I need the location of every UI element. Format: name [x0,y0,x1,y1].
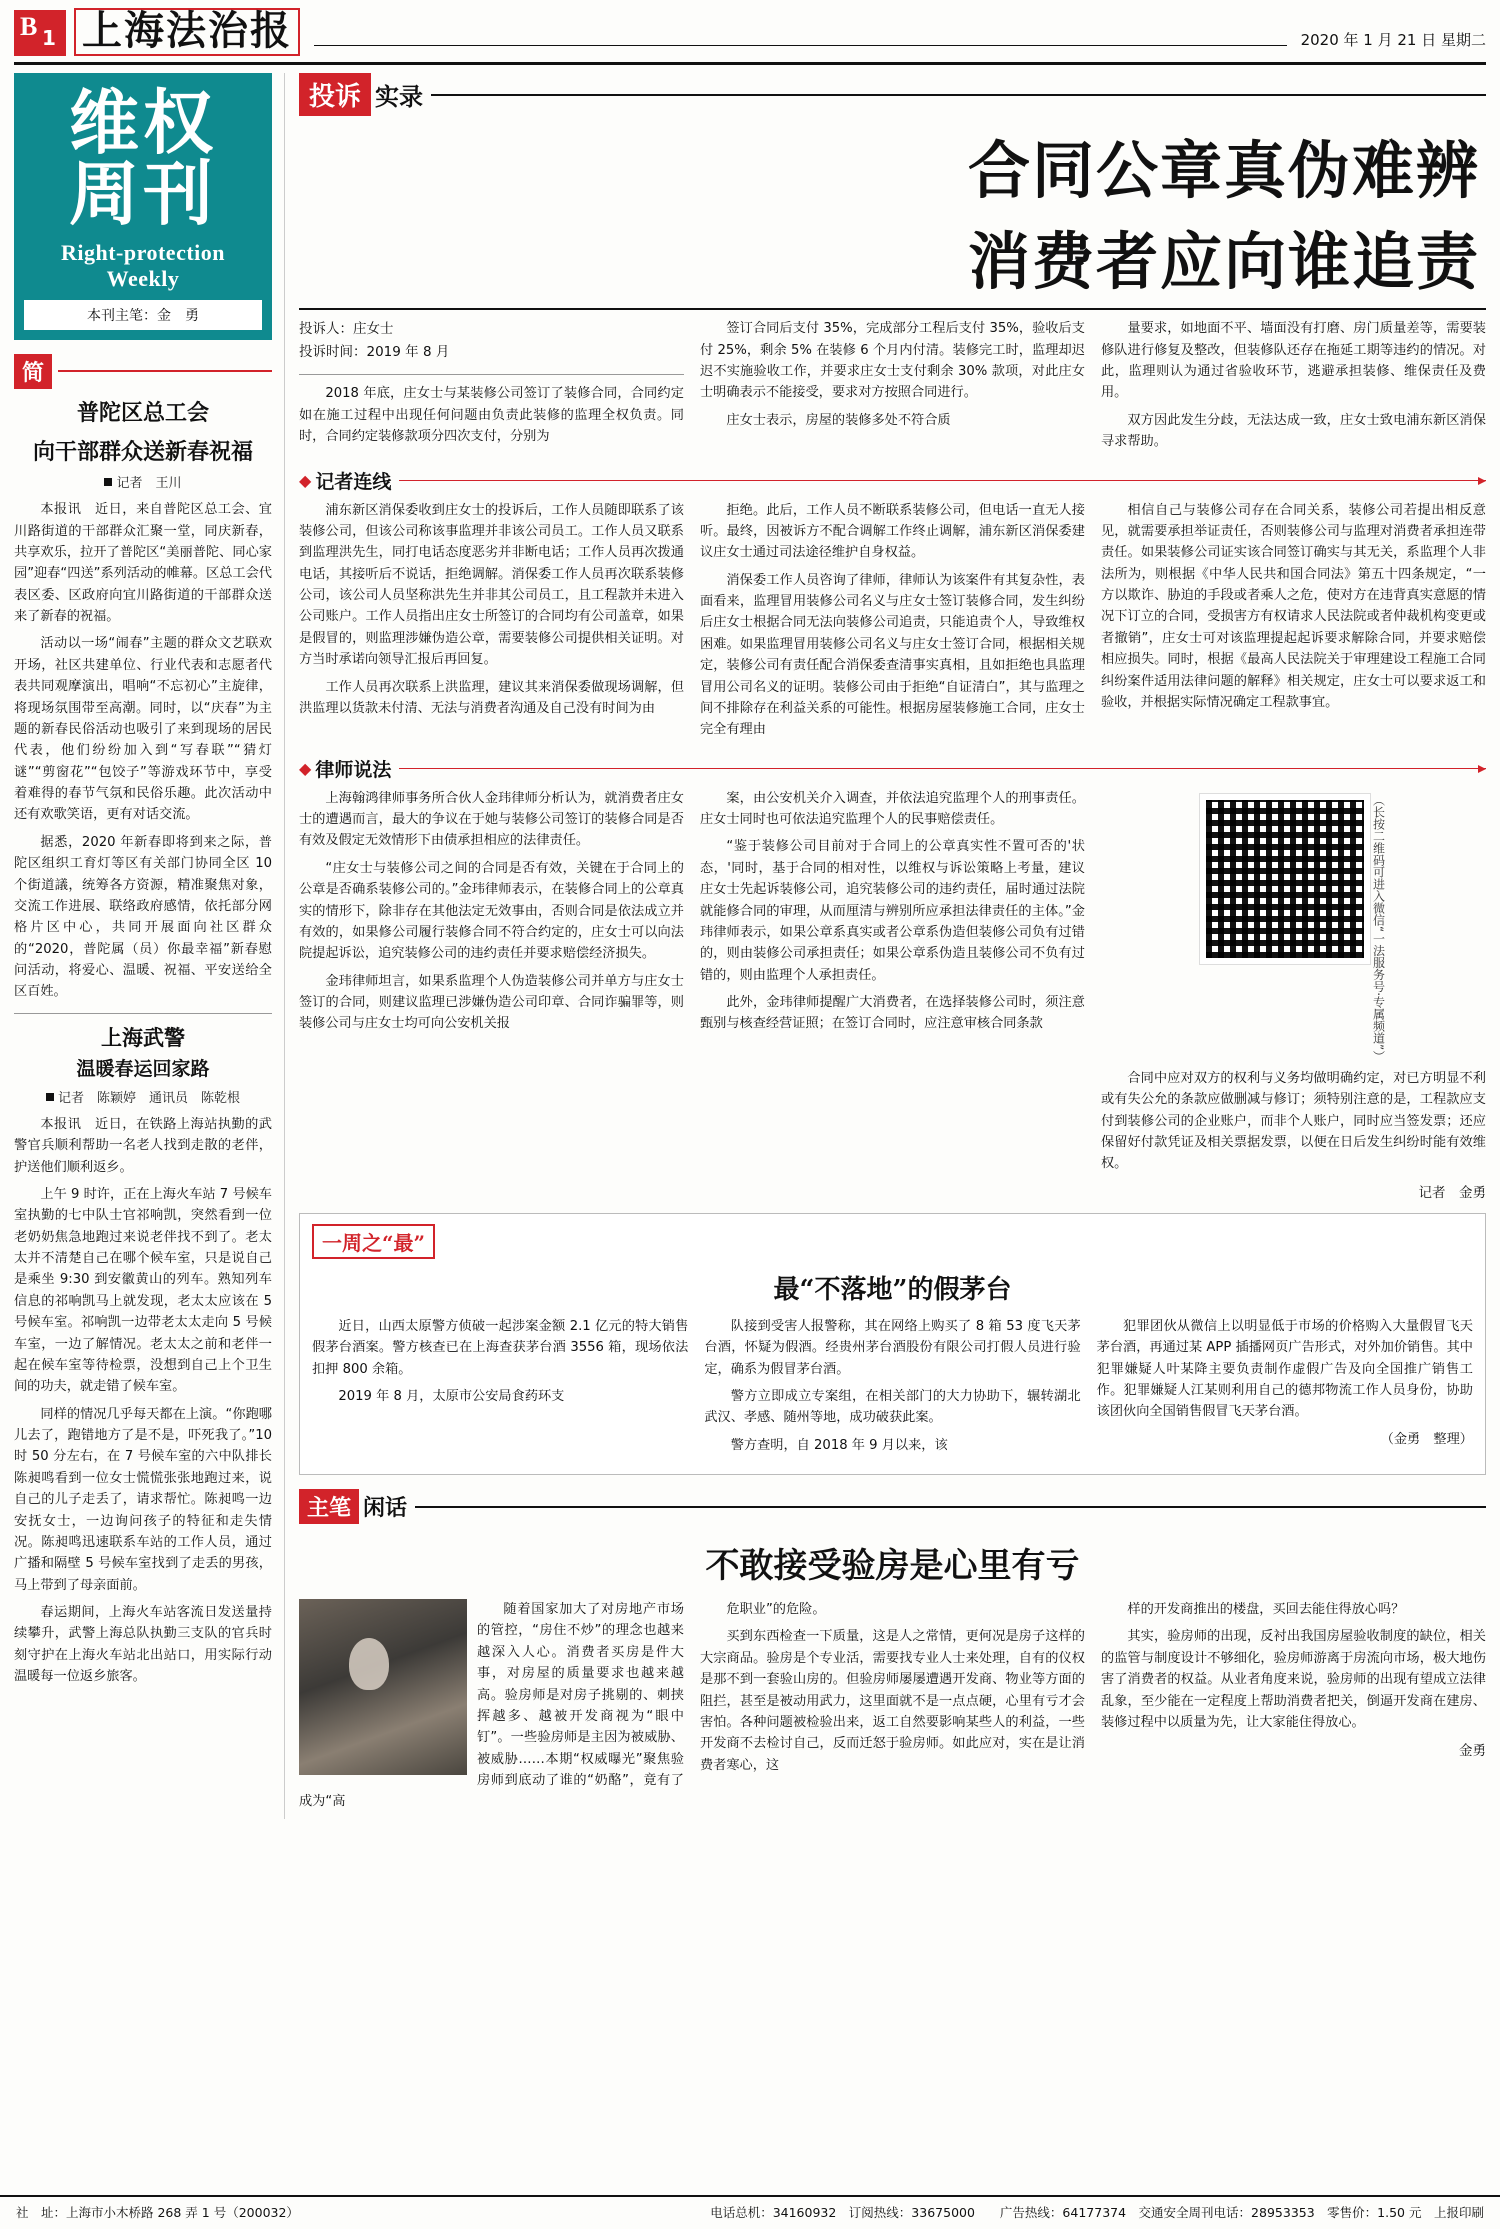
lawyer-1-p2: “庄女士与装修公司之间的合同是否有效，关键在于合同上的公章是否确系装修公司的。”金玮律师表示，在装修合同上的公章真实的情形下，除非存在其他法定无效事由，否则合同是依法成立并有效的，如果修公司履行装修合同不符合约定的，庄女士可以向法院提起诉讼，追究装修公司的违约责任并要求赔偿经济损失。 [299,860,684,962]
editorial-tag: 主笔 [299,1489,359,1524]
lawyer-col-1 [299,788,684,1201]
intro-3-p2: 双方因此发生分歧，无法达成一致，庄女士致电浦东新区消保寻求帮助。 [1101,412,1486,450]
flag-line2: 周刊 [69,152,217,236]
headline-line-2: 消费者应向谁追责 [967,225,1480,299]
right-column [284,73,1486,1819]
reporter-columns [299,500,1486,747]
reporter-marker-rule [399,480,1486,481]
masthead [14,8,1486,65]
week-2-p3: 警方查明，自 2018 年 9 月以来，该 [730,1437,948,1453]
qr-block[interactable] [1101,794,1486,1062]
meta-divider [299,374,684,375]
week-most-tag [312,1224,435,1259]
week-most-head [312,1224,1473,1259]
brief-1-para-2: 活动以一场“闹春”主题的群众文艺联欢开场，社区共建单位、行业代表和志愿者代表共同观摩演出，唱响“不忘初心”主旋律，将现场氛围带至高潮。同时，以“庆春”为主题的新春民俗活动也吸引了来到现场的居民代表，他们纷纷加入到“写春联”“猜灯谜”“剪窗花”“包饺子”等游戏环节中，享受着难得的春节气氛和民俗乐趣。此次活动中还有欢歌笑语，更有对话交流。 [14,636,272,823]
lawyer-1-p1: 上海翰鸿律师事务所合伙人金玮律师分析认为，就消费者庄女士的遭遇而言，最大的争议在于她与装修公司签订的装修合同是否有效及假定无效情形下由债承担相应的法律责任。 [299,790,684,849]
week-most-columns [312,1316,1473,1462]
intro-2-p1: 签订合同后支付 35%，完成部分工程后支付 35%，验收后支付 25%，剩余 5% 在装修 6 个月内付清。装修完工时，监理却迟迟不实施验收工作，并要求庄女士支付剩余 30% 款项，对此庄女士明确表示不能接受，要求对方按照合同进行。 [700,321,1085,401]
edit-3-p1: 样的开发商推出的楼盘，买回去能住得放心吗？ [1127,1602,1405,1618]
brief-2-para-2: 上午 9 时许，正在上海火车站 7 号候车室执勤的七中队士官祁响凯，突然看到一位老奶奶焦急地跑过来说老伴找不到了。老太太并不清楚自己在哪个候车室，只是说自己是乘坐 9:30 到安徽黄山的列车。熟知列车信息的祁响凯马上就发现，老太太应该在 5 号候车室。祁响凯一边带老太太走向 5 号候车室，一边了解情况。老太太之前和老伴一起在候车室等待检票，没想到自己上个卫生间的功夫，就走错了候车室。 [14,1186,272,1395]
left-column [14,73,272,1819]
masthead-divider [314,45,1287,46]
brief-1-para-1: 本报讯 近日，来自普陀区总工会、宜川路街道的干部群众汇聚一堂，同庆新春，共享欢乐，拉开了普陀区“美丽普陀、同心家园”迎春“四送”系列活动的帷幕。区总工会代表区委、区政府向宜川路街道的干部群众送来了新春的祝福。 [14,502,272,625]
brief-section-head [14,354,272,389]
week-most-tag-b: 最 [393,1230,414,1255]
complaint-rule [431,94,1486,96]
lawyer-marker-rule [399,768,1486,769]
brief-byline-2 [14,1087,272,1106]
brief-item-title-2a: 上海武警 [101,1024,185,1050]
lawyer-3-p1: 合同中应对双方的权利与义务均做明确约定，对已方明显不利或有失公允的条款应做删减与修订；须特别注意的是，工程款应支付到装修公司的企业账户，而非个人账户，同时应当签发票；还应保留好付款凭证及相关票据发票，以便在日后发生纠纷时能有效维权。 [1101,1070,1486,1172]
week-most-tag-a: 一周之“ [322,1230,394,1255]
editorial-sign: 金勇 [1459,1743,1486,1760]
week-1-p2: 2019 年 8 月，太原市公安局食药环支 [338,1388,565,1404]
week-1-p1: 近日，山西太原警方侦破一起涉案金额 2.1 亿元的特大销售假茅台酒案。警方核查已在上海查获茅台酒 3556 箱，现场依法扣押 800 余箱。 [312,1318,689,1377]
footer-phones: 电话总机：34160932 订阅热线：33675000 广告热线：64177374 交通安全周刊电话：28953353 零售价：1.50 元 上报印刷 [710,2205,1484,2220]
reporter-2-p1: 拒绝。此后，工作人员不断联系装修公司，但电话一直无人接听。最终，因被诉方不配合调解工作终止调解，浦东新区消保委建议庄女士通过司法途径维护自身权益。 [700,502,1085,561]
flag-english: Right-protection Weekly [60,239,226,291]
complaint-section-head [299,73,1486,116]
reporter-2-p2: 消保委工作人员咨询了律师，律师认为该案件有其复杂性，表面看来，监理冒用装修公司名义与庄女士签订装修合同，发生纠纷后庄女士根据合同无法向装修公司追责，只能追责个人，导致维权困难。如果监理冒用装修公司名义与庄女士签订合同，根据相关规定，装修公司有责任配合消保委查清事实真相，且如拒绝也具监理冒用公司名义的证明。装修公司由于拒绝“自证清白”，其与监理之间不排除存在利益关系的可能性。根据房屋装修施工合同，庄女士完全有理由 [700,572,1085,738]
brief-item-title-2b: 温暖春运回家路 [76,1057,210,1080]
brief-2-para-1: 本报讯 近日，在铁路上海站执勤的武警官兵顺利帮助一名老人找到走散的老伴，护送他们顺利返乡。 [14,1116,272,1175]
complaint-intro-col-3 [1101,318,1486,458]
week-col-1 [312,1316,688,1462]
reporter-col-3 [1101,500,1486,747]
complaint-time: 投诉时间：2019 年 8 月 [299,344,450,361]
lawyer-2-p3: 此外，金玮律师提醒广大消费者，在选择装修公司时，须注意甄别与核查经营证照；在签订合同时，应注意审核合同条款 [700,995,1085,1032]
author-photo [299,1599,467,1775]
brief-1-para-3: 据悉，2020 年新春即将到来之际，普陀区组织工育灯等区有关部门协同全区 10 个街道議，统筹各方资源，精准聚焦对象，交流工作进展、联络政府感情，依托部分网格片区中心，共同开展面向社区群众的“2020，普陀属（员）你最幸福”新春慰问活动，将爱心、温暖、祝福、平安送给全区百姓。 [14,834,272,1000]
brief-byline-2-text: 记者 陈颖婷 通讯员 陈乾根 [57,1090,240,1106]
brief-byline-1-text: 记者 王川 [116,476,182,492]
lawyer-col-2 [700,788,1085,1201]
week-col-3 [1097,1316,1473,1462]
footer-address: 社 址：上海市小木桥路 268 弄 1 号（200032） [16,2205,299,2220]
week-2-p1: 队接到受害人报警称，其在网络上购买了 8 箱 53 度飞天茅台酒，怀疑为假酒。经贵州茅台酒股份有限公司打假人员进行验定，确系为假冒茅台酒。 [704,1318,1081,1377]
editorial-columns [299,1599,1486,1819]
complaint-intro-col-1 [299,318,684,458]
page-content [14,73,1486,1819]
editorial-col-2 [700,1599,1085,1819]
week-col-2 [704,1316,1080,1462]
reporter-marker-label: 记者连线 [315,470,392,493]
editorial-rule [415,1506,1486,1508]
complaint-tag: 投诉 [299,73,371,116]
week-most-box [299,1213,1486,1475]
intro-3-p1: 量要求，如地面不平、墙面没有打磨、房门质量差等，需要装修队进行修复及整改，但装修队还存在拖延工期等违约的情况。对此，监理则认为通过省验收环节，逃避承担装修、维保责任及费用。 [1101,321,1486,401]
brief-item-title-1a: 普陀区总工会 [76,399,209,426]
week-most-tag-c: ” [413,1230,426,1255]
page-badge-number: 1 [42,26,56,50]
lawyer-2-p2: “鉴于装修公司目前对于合同上的公章真实性不置可否的'状态，'同时，基于合同的相对性，以维权与诉讼策略上考量，建议庄女士先起诉装修公司，追究装修公司的违约责任，届时通过法院就能修合同的审理，从而厘清与辨别所应承担法律责任的主体。”金玮律师表示，如果公章系真实或者公章系伪造但装修公司负有过错的，则由装修公司承担责任；如果公章系伪造且装修公司不负有过错的，则由监理个人承担责任。 [700,839,1085,983]
editorial-col-3 [1101,1599,1486,1819]
page-footer [0,2195,1500,2229]
diamond-icon-2: ◆ [299,758,312,778]
editorial-col-1 [299,1599,684,1819]
complaint-intro-columns [299,318,1486,458]
complainant-name: 投诉人：庄女士 [299,321,394,338]
complaint-intro-col-2 [700,318,1085,458]
edit-1-p1: 随着国家加大了对房地产市场的管控，“房住不炒”的理念也越来越深入人心。消费者买房是件大事，对房屋的质量要求也越来越高。验房师是对房子挑剔的、刺挟挥越多、越被开发商视为“眼中钉”。一些验房师是主因为被威胁、被威胁……本期“权威曝光”聚焦验房师到底动了谁的“奶酪”，竟有了成为“高 [299,1602,684,1810]
week-2-p2: 警方立即成立专案组，在相关部门的大力协助下，辗转湖北武汉、孝感、随州等地，成功破获此案。 [704,1388,1081,1426]
lawyer-2-p1: 案，由公安机关介入调查，并依法追究监理个人的刑事责任。庄女士同时也可依法追究监理个人的民事赔偿责任。 [700,790,1085,828]
intro-2-p2: 庄女士表示，房屋的装修多处不符合质 [726,412,951,428]
week-3-p1: 犯罪团伙从微信上以明显低于市场的价格购入大量假冒飞天茅台酒，再通过某 APP 插播网页广告形式，对外加价销售。其中犯罪嫌疑人叶某降主要负责制作虚假广告及向全国推广销售工作。犯罪嫌疑人江某则利用自己的德邦物流工作人员身份，协助该团伙向全国销售假冒飞天茅台酒。 [1096,1318,1473,1420]
headline-line-1: 合同公章真伪难辨 [967,134,1480,207]
qr-code-icon[interactable] [1200,794,1370,964]
flag-editor: 本刊主笔：金 勇 [24,300,262,330]
lawyer-marker-label: 律师说法 [315,758,392,781]
edit-2-p1: 危职业”的危险。 [726,1602,826,1618]
paper-title: 上海法治报 [74,8,300,56]
paper-title-wrap [74,8,300,56]
qr-caption: （长按二维码可进入微信“一法服务号·专属频道”） [1371,793,1386,1062]
intro-1-p1: 2018 年底，庄女士与某装修公司签订了装修合同，合同约定如在施工过程中出现任何问题由负责此装修的监理全权负责。同时，合同约定装修款项分四次支付，分别为 [299,386,684,444]
editorial-head [299,1489,1486,1524]
edit-3-p2: 其实，验房师的出现，反衬出我国房屋验收制度的缺位，相关的监管与制度设计不够细化，验房师游离于房流向市场，极大地伤害了消费者的权益。从业者角度来说，验房师的出现有望成立法律乱象，至少能在一定程度上帮助消费者把关，倒逼开发商在建房、装修过程中以质量为先，让大家能住得放心。 [1101,1629,1486,1730]
lawyer-columns [299,788,1486,1201]
brief-item-title-1b: 向干部群众送新春祝福 [32,439,253,466]
diamond-icon: ◆ [299,470,312,490]
brief-divider [14,1013,272,1014]
edit-2-p2: 买到东西检查一下质量，这是人之常情，更何况是房子这样的大宗商品。验房是个专业活，需要找专业人士来处理，自有的仪权是那不到一套验山房的。但验房师屡屡遭遇开发商、物业等方面的阻拦，甚至是被动用武力，这里面就不是一点点硬，心里有亏才会害怕。各种问题被检验出来，返工自然要影响某些人的利益，一些开发商不去检讨自己，反而迁怒于验房师。如此应对，实在是让消费者寒心，这 [700,1629,1085,1773]
editorial-title: 不敢接受验房是心里有亏 [705,1546,1080,1587]
brief-byline-1 [14,472,272,491]
reporter-col-1 [299,500,684,747]
week-most-sign: （金勇 整理） [1380,1431,1473,1447]
complaint-sign: 记者 金勇 [1418,1184,1486,1201]
complaint-tag-suffix: 实录 [375,82,424,111]
page-badge-letter: B [20,12,38,41]
lawyer-col-3 [1101,788,1486,1201]
brief-2-para-4: 春运期间，上海火车站客流日发送量持续攀升，武警上海总队执勤三支队的官兵时刻守护在上海火车站北出站口，用实际行动温暖每一位返乡旅客。 [14,1605,272,1685]
lawyer-marker [299,755,1486,782]
lawyer-1-p3: 金玮律师坦言，如果系监理个人伪造装修公司并单方与庄女士签订的合同，则建议监理已涉嫌伪造公司印章、合同诈骗罪等，则装修公司与庄女士均可向公安机关报 [299,973,684,1032]
brief-2-para-3: 同样的情况几乎每天都在上演。“你跑哪儿去了，跑错地方了是不是，吓死我了。”10 时 50 分左右，在 7 号候车室的六中队排长陈昶鸣看到一位女士慌慌张张地跑过来，说自己的儿子走丢了，请求帮忙。陈昶鸣一边安抚女士，一边询问孩子的特征和走失情况。陈昶鸣迅速联系车站的工作人员，通过广播和隔壁 5 号候车室找到了走丢的男孩，马上带到了母亲面前。 [14,1406,272,1593]
headline-underline [299,308,1486,310]
editorial-tag-suffix: 闲话 [363,1495,408,1522]
brief-tag: 简 [14,354,52,389]
reporter-1-p1: 浦东新区消保委收到庄女士的投诉后，工作人员随即联系了该装修公司，但该公司称该事监理并非该公司员工。工作人员又联系到监理洪先生，同打电话态度恶劣并非断电话；工作人员再次拨通电话，其接听后不说话，拒绝调解。消保委工作人员再次联系装修公司，该公司人员坚称洪先生并非其公司员工，且工程款并未进入公司账户。工作人员指出庄女士所签订的合同均有公司盖章，如果是假冒的，则监理涉嫌伪造公章，需要装修公司提供相关证明。对方当时承诺向领导汇报后再回复。 [299,502,684,668]
week-most-title: 最“不落地”的假茅台 [773,1274,1012,1305]
reporter-marker [299,467,1486,494]
issue-date: 2020 年 1 月 21 日 星期二 [1300,31,1486,49]
brief-rule [58,370,272,372]
flag-line1: 维权 [69,81,217,164]
page-badge [14,10,66,56]
weekly-flag [14,73,272,340]
reporter-col-2 [700,500,1085,747]
reporter-3-p1: 相信自己与装修公司存在合同关系，装修公司若提出相反意见，就需要承担举证责任，否则装修公司与监理对消费者承担连带责任。如果装修公司证实该合同签订确实与其无关，系监理个人非法所为，则根据《中华人民共和国合同法》第五十四条规定，“一方以欺诈、胁迫的手段或者乘人之危，使对方在违背真实意愿的情况下订立的合同，受损害方有权请求人民法院或者仲裁机构变更或者撤销”，庄女士可对该监理提起起诉要求解除合同，并要求赔偿相应损失。同时，根据《最高人民法院关于审理建设工程施工合同纠纷案件适用法律问题的解释》相关规定，庄女士可以要求返工和验收，并根据实际情况确定工程款事宜。 [1101,502,1486,710]
reporter-1-p2: 工作人员再次联系上洪监理，建议其来消保委做现场调解，但洪监理以货款未付清、无法与消费者沟通及自己没有时间为由 [299,679,684,716]
